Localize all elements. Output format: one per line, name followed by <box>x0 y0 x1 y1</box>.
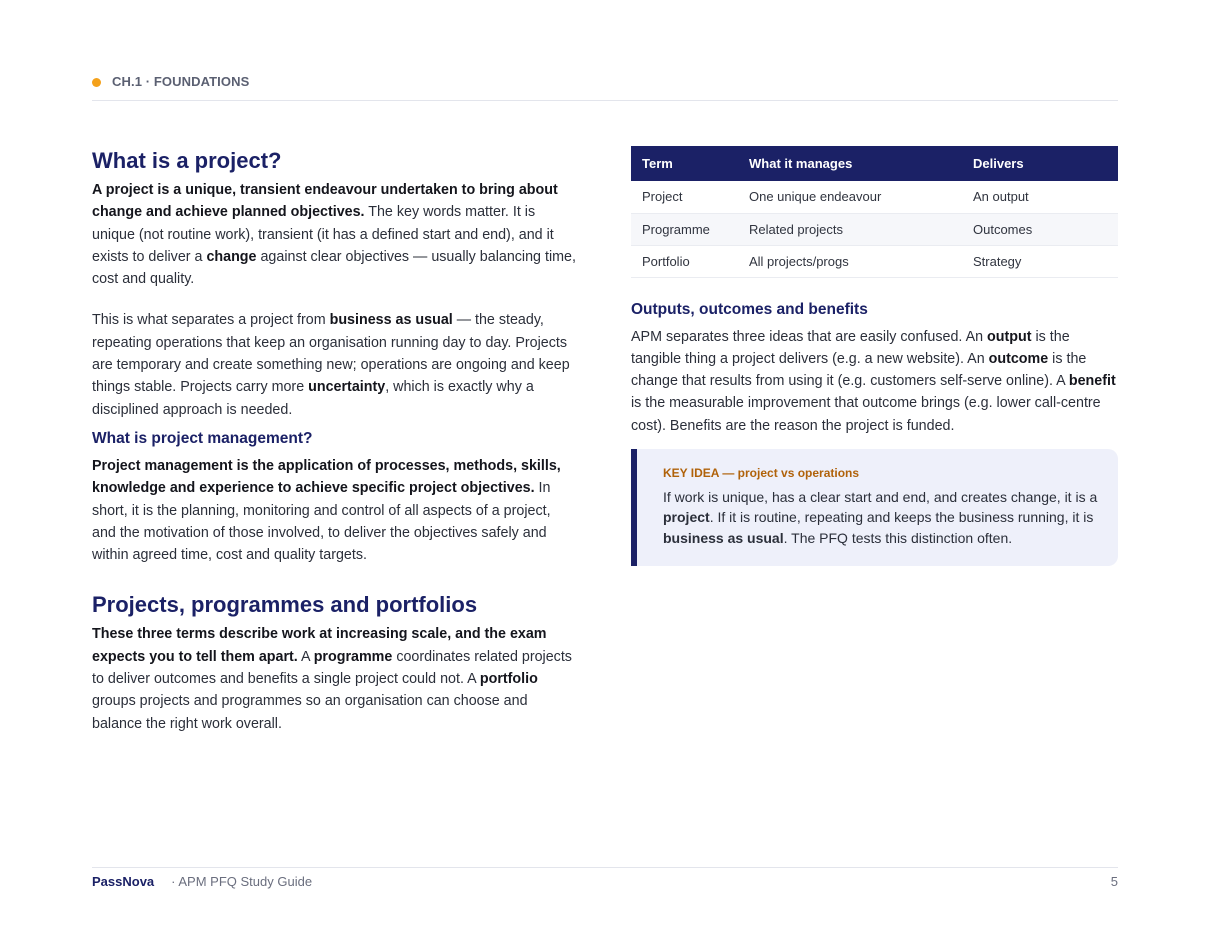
table-cell: Outcomes <box>962 213 1118 245</box>
subsection-title-pm: What is project management? <box>92 429 313 447</box>
chapter-label: CH.1 · FOUNDATIONS <box>112 74 250 89</box>
paragraph-outputs-outcomes: APM separates three ideas that are easily confused. An output is the tangible thing a project delivers (e.g. a new website). An outcome is the change that results from using it (e.g. customers self-serve online). A benefit is the measurable improvement that outcome brings (e.g. lower call-centre cost). Benefits are the reason the project is funded. <box>631 328 1116 434</box>
table-cell: One unique endeavour <box>738 181 962 213</box>
section-title-project: What is a project? <box>92 148 282 173</box>
table-header-row <box>631 146 1118 181</box>
page-number: 5 <box>1110 874 1118 889</box>
key-idea-callout <box>631 449 1118 567</box>
table-header-cell: What it manages <box>738 146 962 181</box>
section-title-ppp: Projects, programmes and portfolios <box>92 592 478 618</box>
chapter-dot-icon <box>92 78 101 87</box>
table-cell: Portfolio <box>631 245 738 277</box>
table-row <box>631 213 1118 245</box>
paragraph-pm-definition: Project management is the application of processes, methods, skills, knowledge and experience to achieve specific project objectives. In short, it is the planning, monitoring and control of all aspects of a project, and the motivation of those involved, to deliver the objectives safely and within agreed time, cost and quality targets. <box>92 457 561 564</box>
paragraph-project-definition: A project is a unique, transient endeavour undertaken to bring about change and achieve planned objectives. The key words matter. It is unique (not routine work), transient (it has a defined start and end), and it exists to deliver a change against clear objectives — usually balancing time, cost and quality. <box>92 182 576 288</box>
right-column <box>631 146 1118 566</box>
lead-text: A project is a unique, transient endeavour undertaken to bring about change and achieve planned objectives. <box>92 182 558 221</box>
table-row <box>631 181 1118 213</box>
table-cell: Strategy <box>962 245 1118 277</box>
subsection-title-outputs: Outputs, outcomes and benefits <box>631 300 868 318</box>
guide-title: · APM PFQ Study Guide <box>171 874 313 889</box>
table-cell: All projects/progs <box>738 245 962 277</box>
table-header-cell: Term <box>631 146 738 181</box>
page-footer <box>92 867 1118 890</box>
table-header-cell: Delivers <box>962 146 1118 181</box>
terms-table <box>631 146 1118 278</box>
brand-name: PassNova <box>92 874 155 889</box>
table-row <box>631 245 1118 277</box>
paragraph-ppp: These three terms describe work at increasing scale, and the exam expects you to tell them apart. A programme coordinates related projects to deliver outcomes and benefits a single project could not. A portfolio groups projects and programmes so an organisation can choose and balance the right work overall. <box>92 626 572 732</box>
callout-text: If work is unique, has a clear start and end, and creates change, it is a project. If it is routine, repeating and keeps the business running, it is business as usual. The PFQ tests this distinction often. <box>663 488 1098 546</box>
table-cell: Project <box>631 181 738 213</box>
left-column <box>92 146 578 735</box>
page-header <box>92 74 1118 101</box>
callout-title: KEY IDEA — project vs operations <box>663 465 860 480</box>
table-cell: Related projects <box>738 213 962 245</box>
table-cell: An output <box>962 181 1118 213</box>
table-cell: Programme <box>631 213 738 245</box>
paragraph-business-as-usual: This is what separates a project from business as usual — the steady, repeating operations that keep an organisation running day to day. Projects are temporary and create something new; operations are ongoing and keep things stable. Projects carry more uncertainty, which is exactly why a disciplined approach is needed. <box>92 312 570 418</box>
